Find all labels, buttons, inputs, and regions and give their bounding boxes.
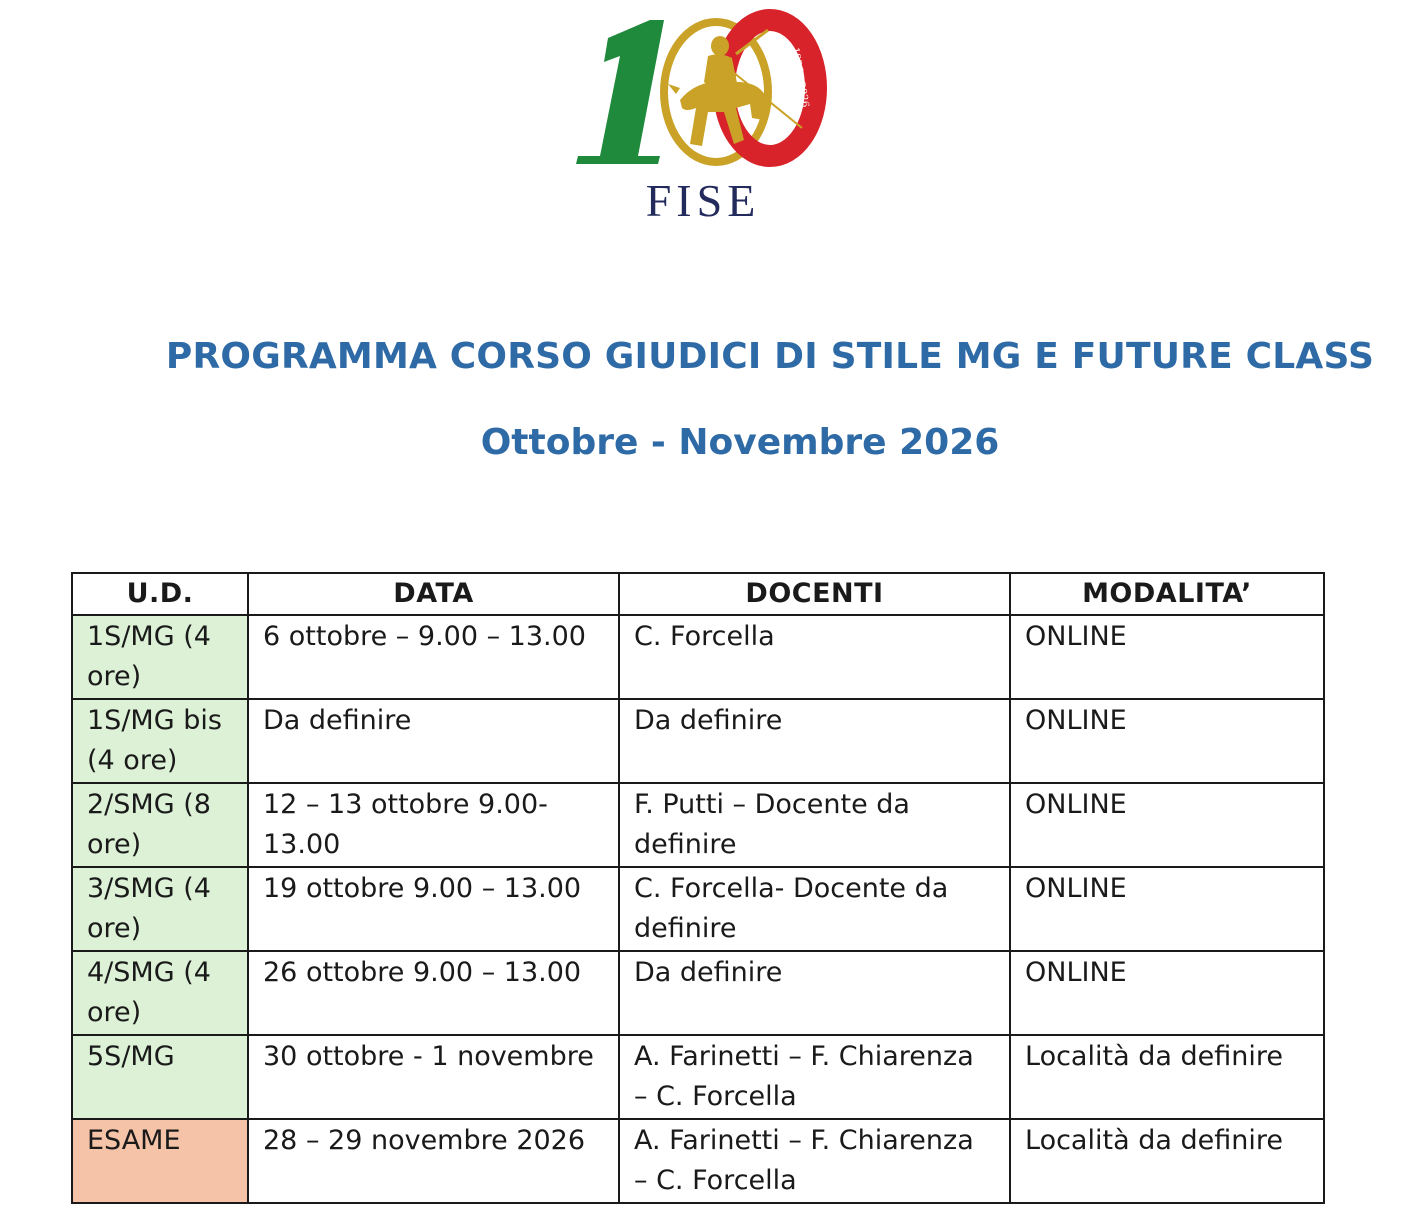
logo-brand: FISE: [645, 175, 761, 226]
page-title: PROGRAMMA CORSO GIUDICI DI STILE MG E FUTURE CLASS: [165, 336, 1375, 377]
header-docenti: DOCENTI: [619, 573, 1010, 615]
table-header-row: [72, 573, 1324, 615]
cell-data: 26 ottobre 9.00 – 13.00: [248, 951, 619, 1035]
cell-modalita: ONLINE: [1010, 951, 1324, 1035]
cell-docenti: C. Forcella- Docente da definire: [619, 867, 1010, 951]
cell-docenti: A. Farinetti – F. Chiarenza – C. Forcella: [619, 1035, 1010, 1119]
cell-ud: 4/SMG (4 ore): [72, 951, 248, 1035]
cell-modalita: ONLINE: [1010, 615, 1324, 699]
cell-data: Da definire: [248, 699, 619, 783]
cell-docenti: Da definire: [619, 951, 1010, 1035]
header-data: DATA: [248, 573, 619, 615]
schedule-table: [71, 572, 1325, 1204]
header-modalita: MODALITA’: [1010, 573, 1324, 615]
cell-modalita: ONLINE: [1010, 783, 1324, 867]
cell-data: 19 ottobre 9.00 – 13.00: [248, 867, 619, 951]
cell-docenti: Da definire: [619, 699, 1010, 783]
page-subtitle: Ottobre - Novembre 2026: [480, 422, 1000, 463]
logo-years: 1926 - 2026: [789, 46, 811, 109]
cell-ud: 2/SMG (8 ore): [72, 783, 248, 867]
cell-ud: 1S/MG bis (4 ore): [72, 699, 248, 783]
table-row: [72, 1035, 1324, 1119]
header-ud: U.D.: [72, 573, 248, 615]
table-row: [72, 699, 1324, 783]
table-row-exam: [72, 1119, 1324, 1203]
cell-modalita: Località da definire: [1010, 1035, 1324, 1119]
cell-modalita: Località da definire: [1010, 1119, 1324, 1203]
cell-data: 12 – 13 ottobre 9.00-13.00: [248, 783, 619, 867]
cell-modalita: ONLINE: [1010, 867, 1324, 951]
cell-modalita: ONLINE: [1010, 699, 1324, 783]
cell-ud: 3/SMG (4 ore): [72, 867, 248, 951]
table-row: [72, 783, 1324, 867]
cell-docenti: F. Putti – Docente da definire: [619, 783, 1010, 867]
table-row: [72, 867, 1324, 951]
cell-docenti: A. Farinetti – F. Chiarenza – C. Forcella: [619, 1119, 1010, 1203]
fise-centenary-logo: [568, 8, 838, 233]
cell-ud: 5S/MG: [72, 1035, 248, 1119]
table-row: [72, 615, 1324, 699]
cell-ud: 1S/MG (4 ore): [72, 615, 248, 699]
cell-data: 30 ottobre - 1 novembre: [248, 1035, 619, 1119]
cell-ud-exam: ESAME: [72, 1119, 248, 1203]
cell-data: 6 ottobre – 9.00 – 13.00: [248, 615, 619, 699]
cell-data: 28 – 29 novembre 2026: [248, 1119, 619, 1203]
cell-docenti: C. Forcella: [619, 615, 1010, 699]
table-row: [72, 951, 1324, 1035]
